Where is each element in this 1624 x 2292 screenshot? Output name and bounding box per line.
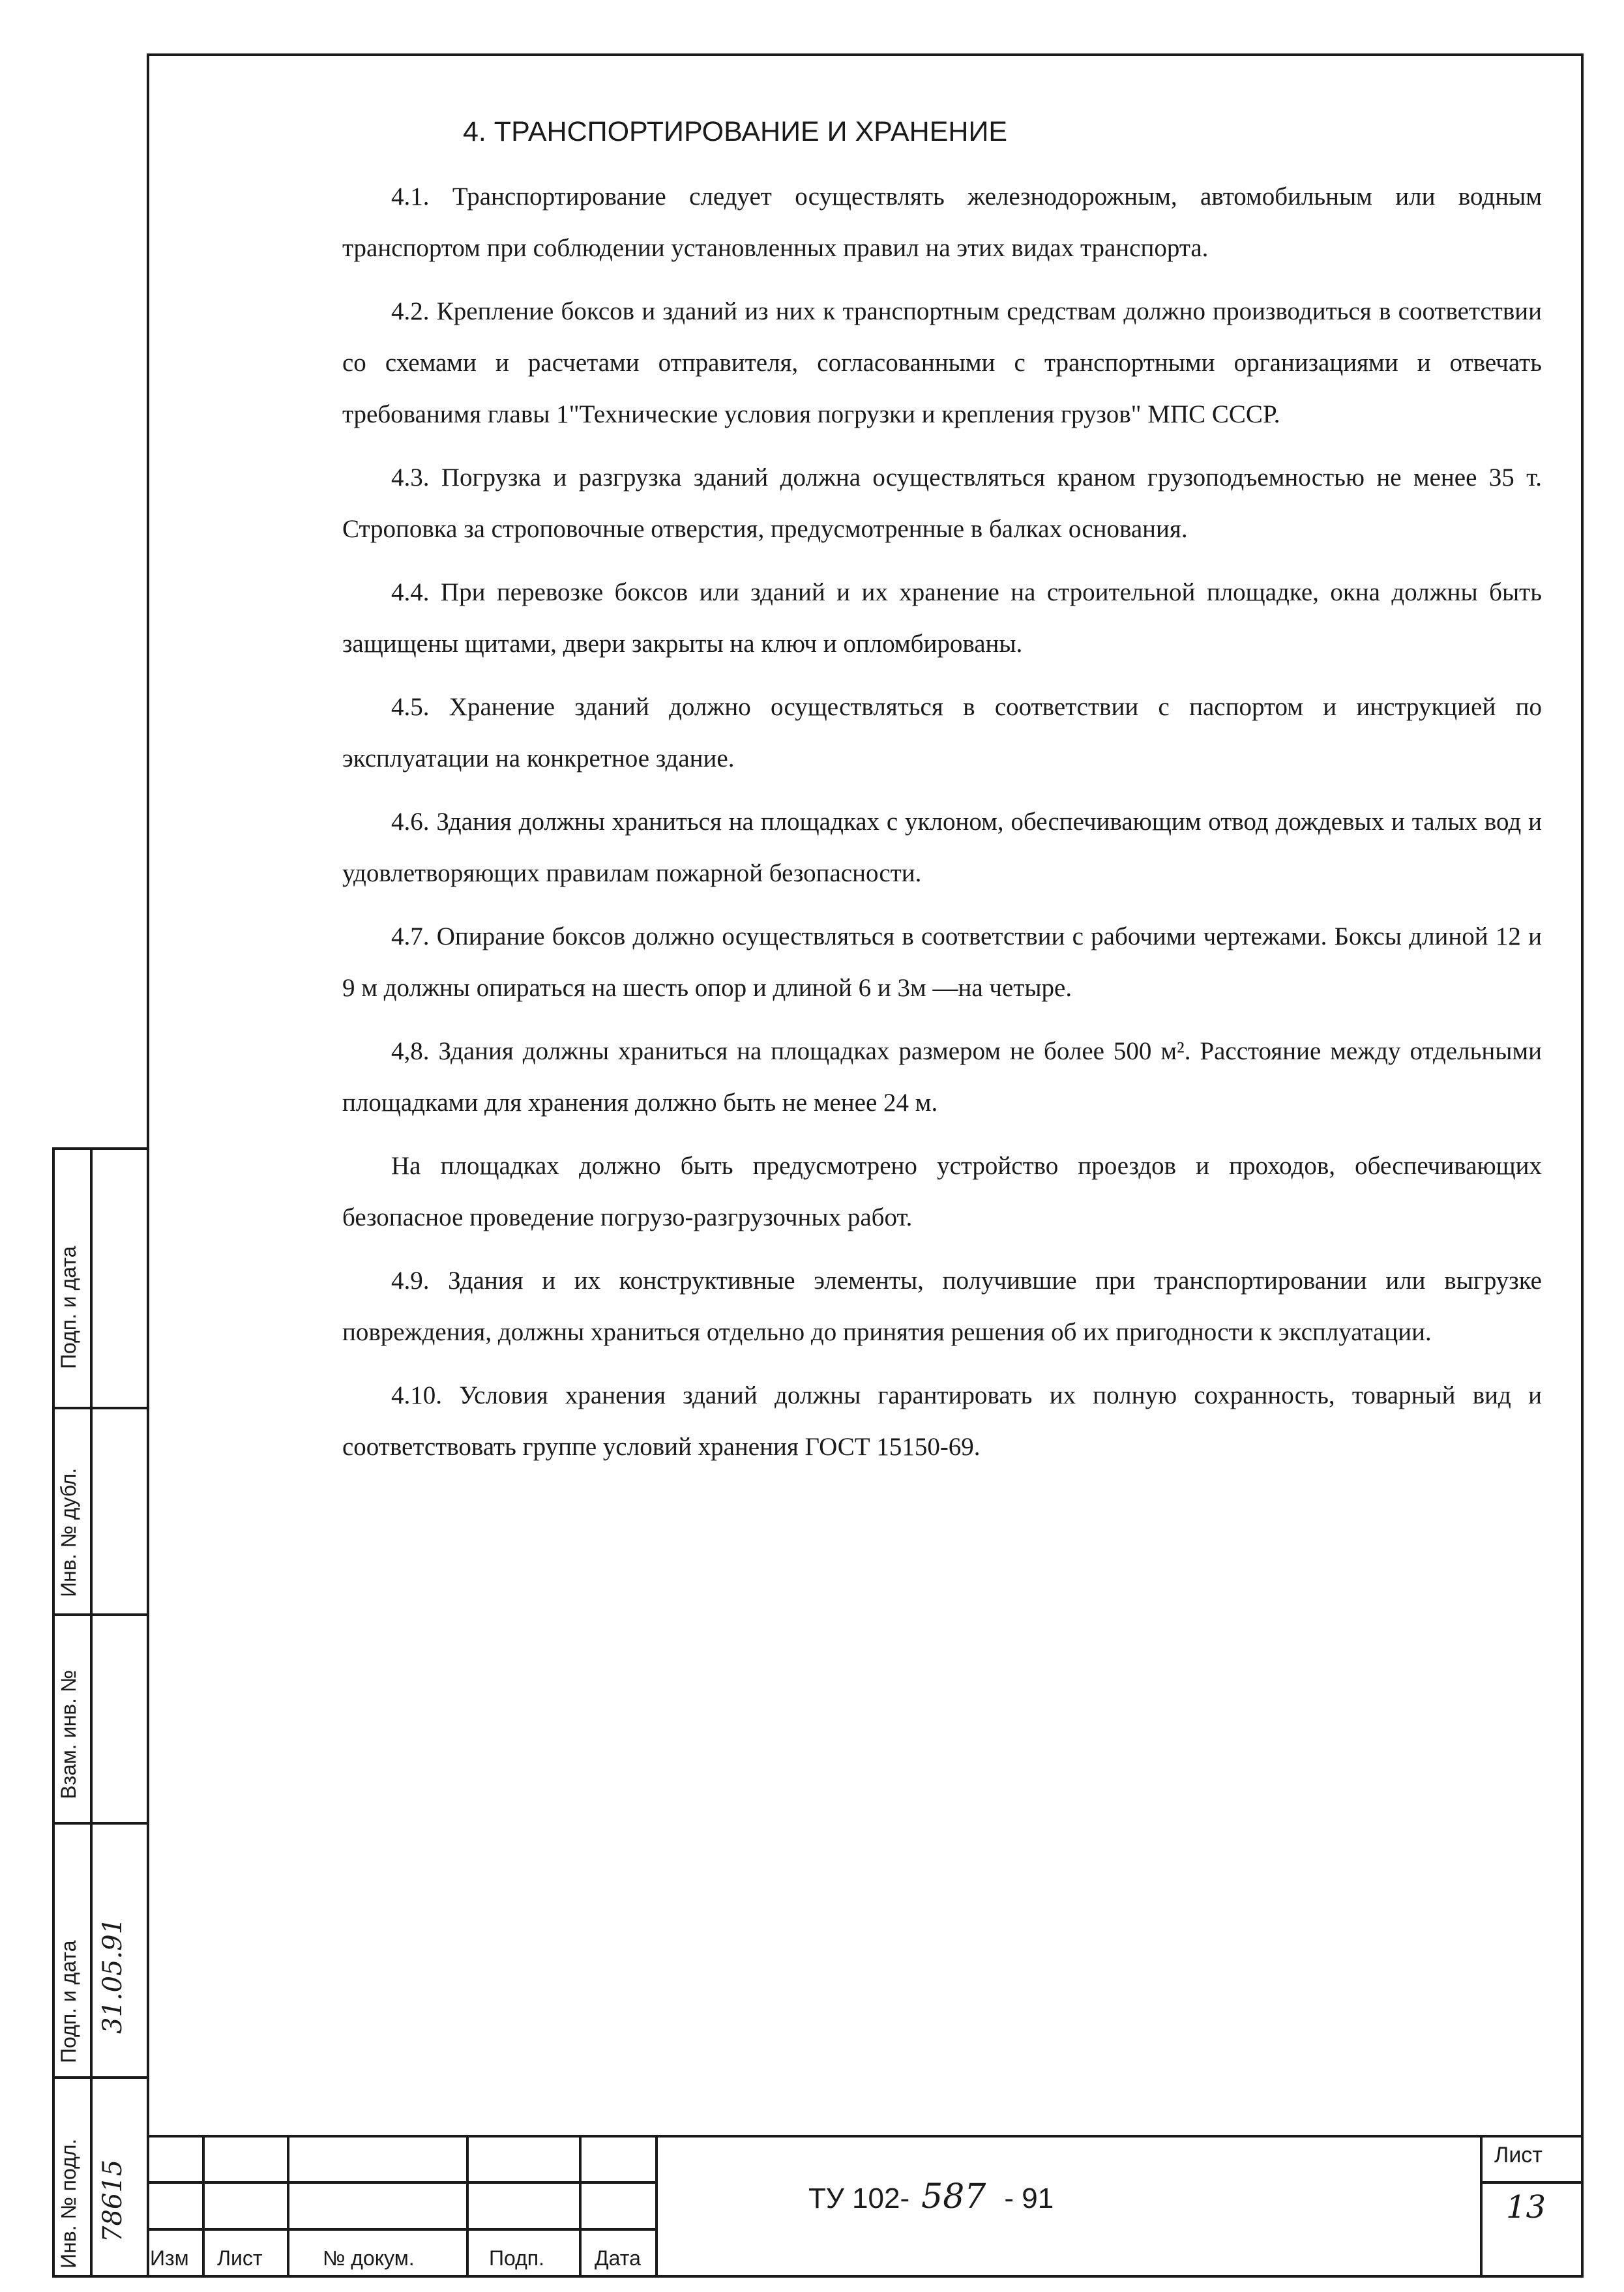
paragraph: 4.10. Условия хранения зданий должны гарантировать их полную сохранность, товарный вид и соответствовать группе условий хранения ГОСТ 15150-69. [342,1381,1542,1461]
sheet-number: 13 [1506,2189,1546,2226]
side-label-inv-podl: Инв. № подл. [57,2138,80,2269]
document-code-prefix: ТУ 102- [808,2182,910,2214]
document-code-handwritten: 587 [921,2177,986,2216]
stamp-rule [466,2135,469,2278]
side-strip-divider [90,1147,93,2278]
document-code-suffix: - 91 [1004,2182,1054,2214]
side-label-sign-date: Подп. и дата [57,1246,80,1369]
paragraph: 4.1. Транспортирование следует осуществлять железнодорожным, автомобильным или водным транспортом при соблюдении установленных правил на этих видах транспорта. [342,183,1542,262]
stamp-label-doc-num: № докум. [323,2246,415,2270]
side-strip-rule [52,1407,149,1409]
stamp-label-podp: Подп. [489,2246,544,2270]
stamp-rule [147,2181,655,2184]
side-handwritten-inv-number: 78615 [98,2159,128,2242]
paragraph: 4,8. Здания должны храниться на площадках размером не более 500 м². Расстояние между отдельными площадками для хранения должно быть не менее 24 м. [342,1037,1542,1117]
paragraph: 4.2. Крепление боксов и зданий из них к транспортным средствам должно производиться в соответствии со схемами и расчетами отправителя, согласованными с транспортными организациями и отвечать требованимя главы 1"Технические условия погрузки и крепления грузов" МПС СССР. [342,297,1542,428]
stamp-rule [147,2228,655,2231]
side-label-vzam-inv: Взам. инв. № [57,1669,80,1799]
paragraph: 4.9. Здания и их конструктивные элементы, получившие при транспортировании или выгрузке повреждения, должны храниться отдельно до принятия решения об их пригодности к эксплуатации. [342,1267,1542,1346]
stamp-label-data: Дата [595,2246,641,2270]
side-label-inv-dubl: Инв. № дубл. [57,1467,80,1597]
section-title: 4. ТРАНСПОРТИРОВАНИЕ И ХРАНЕНИЕ [463,116,1008,147]
paragraph: 4.5. Хранение зданий должно осуществляться в соответствии с паспортом и инструкцией по эксплуатации на конкретное здание. [342,693,1542,772]
paragraph: На площадках должно быть предусмотрено устройство проездов и проходов, обеспечивающих безопасное проведение погрузо-разгрузочных работ. [342,1152,1542,1231]
stamp-rule [202,2135,205,2278]
side-strip-rule [52,1613,149,1616]
paragraph: 4.7. Опирание боксов должно осуществляться в соответствии с рабочими чертежами. Боксы длиной 12 и 9 м должны опираться на шесть опор и длиной 6 и 3м —на четыре. [342,922,1542,1002]
side-handwritten-date: 31.05.91 [98,1917,128,2034]
stamp-label-list: Лист [217,2246,263,2270]
side-strip-rule [52,1822,149,1825]
side-label-sign-date-2: Подп. и дата [57,1940,80,2063]
stamp-rule [1480,2181,1584,2184]
stamp-rule [579,2135,582,2278]
side-strip-rule [52,2076,149,2079]
document-code [808,2177,1054,2216]
stamp-rule [1480,2135,1483,2278]
paragraph: 4.4. При перевозке боксов или зданий и их хранение на строительной площадке, окна должны быть защищены щитами, двери закрыты на ключ и опломбированы. [342,578,1542,658]
sheet-label: Лист [1494,2143,1543,2167]
paragraph: 4.6. Здания должны храниться на площадках с уклоном, обеспечивающим отвод дождевых и талых вод и удовлетворяющих правилам пожарной безопасности. [342,808,1542,887]
stamp-rule [655,2135,658,2278]
paragraph: 4.3. Погрузка и разгрузка зданий должна осуществляться краном грузоподъемностью не менее 35 т. Строповка за строповочные отверстия, предусмотренные в балках основания. [342,463,1542,543]
stamp-rule [287,2135,289,2278]
stamp-label-izm: Изм [150,2246,189,2270]
body-text [342,111,1542,1484]
